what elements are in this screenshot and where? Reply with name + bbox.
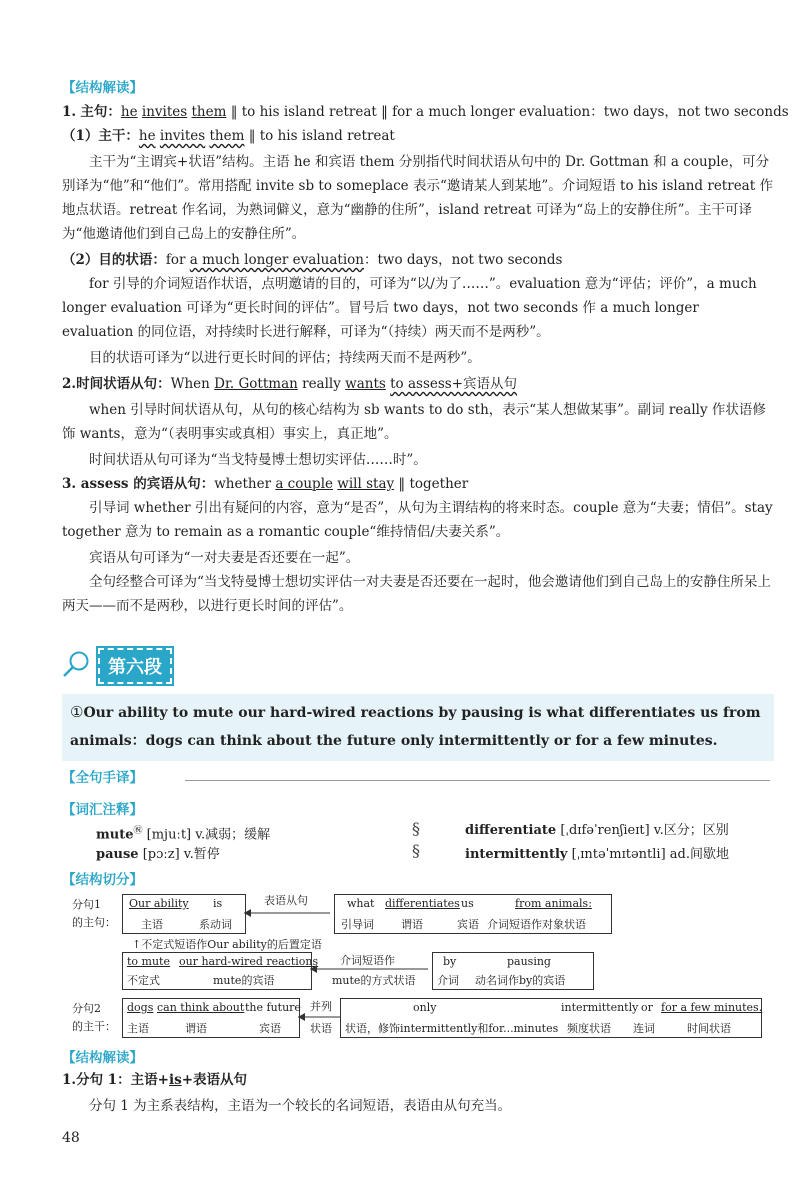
l1-invites: invites (141, 104, 188, 120)
translation-header: 【全句手译】 (62, 770, 143, 786)
para-5: 时间状语从句可译为“当戈特曼博士想切实评估……时”。 (89, 452, 427, 468)
infinitive-box (122, 952, 319, 990)
vocab-mute (96, 820, 270, 846)
vocab-pause (96, 844, 220, 866)
by-box (432, 952, 594, 990)
diff-def: [ˌdɪfəˈrenʃieɪt] v.区分；区别 (560, 823, 729, 838)
differentiates-word: differentiates (385, 897, 460, 910)
pindu-tag: 频度状语 (567, 1022, 611, 1035)
sentence-number: ① (70, 703, 84, 721)
mute-def: [mjuːt] v.减弱；缓解 (146, 827, 271, 843)
l5-whether: whether (214, 476, 276, 492)
mute-mark: ㊗ (133, 826, 143, 836)
para-6: 引导词 whether 引出有疑问的内容，意为“是否”，从句为主谓结构的将来时态。couple 意为“夫妻；情侣”。stay together 意为 to remain as a romantic couple“维持情侣/夫妻关系”。 (62, 500, 773, 540)
l2-invites: invites (159, 128, 206, 144)
from-animals: from animals: (515, 897, 592, 910)
l1-num: 1. (62, 104, 77, 120)
para-7: 宾语从句可译为“一对夫妻是否还要在一起”。 (89, 550, 360, 566)
bottom-l1: 1.分句 1：主语+ (62, 1072, 169, 1088)
clause2-label-a: 分句2 (72, 1002, 101, 1015)
l3-pre: for (165, 252, 190, 268)
l1-label: 主句： (80, 104, 121, 120)
section-title (62, 648, 172, 684)
arrow-pred (244, 908, 334, 918)
subject-box (122, 894, 246, 934)
few-minutes: for a few minutes. (661, 1001, 763, 1014)
l2-label: （1）主干： (62, 128, 139, 144)
l5-stay: will stay (337, 476, 395, 492)
vocab-divider-icon: § § (412, 819, 420, 860)
pausing-word: pausing (507, 955, 551, 968)
subject-tag: 主语 (141, 918, 163, 931)
only-desc: 状语，修饰intermittently和for...minutes (345, 1022, 559, 1035)
clause2-trunk-box (122, 998, 300, 1038)
budingshi-tag: 不定式 (127, 974, 160, 987)
mute-word: mute (96, 827, 134, 843)
mute-manner-tag: mute的方式状语 (332, 974, 416, 987)
purpose-line (62, 248, 774, 272)
para-1: 主干为“主谓宾+状语”结构。主语 he 和宾语 them 分别指代时间状语从句中的 Dr. Gottman 和 a couple，可分别译为“他”和“他们”。常用搭配 invite sb to someplace 表示“邀请某人到某地”。介词短语 to his island retreat 作地点状语。retreat 作名词，为熟词僻义，意为“幽静的住所”，island retreat 可译为“岛上的安静住所”。主干可译为“他邀请他们到自己岛上的安静住所”。 (62, 154, 773, 242)
inter-def: [ˌɪntəˈmɪtəntli] ad.间歇地 (571, 847, 729, 862)
jiezhuang-tag: 介词短语作对象状语 (487, 918, 586, 931)
l1-he: he (120, 104, 138, 120)
what-word: what (347, 897, 375, 910)
gerund-obj-tag: 动名词作by的宾语 (475, 974, 566, 987)
dogs-word: dogs (127, 1001, 154, 1014)
split-header: 【结构切分】 (62, 872, 143, 888)
clause1-label-a: 分句1 (72, 898, 101, 911)
shijian-tag: 时间状语 (687, 1022, 731, 1035)
bottom-para-1: 分句 1 为主系表结构，主语为一个较长的名词短语，表语由从句充当。 (89, 1098, 512, 1114)
zhuangyu-tag: 状语 (310, 1022, 332, 1035)
mute-obj-tag: mute的宾语 (213, 974, 275, 987)
by-word: by (443, 955, 457, 968)
structure-header: 【结构解读】 (62, 80, 143, 96)
jieci-tag: 介词 (437, 974, 459, 987)
sentence-text: Our ability to mute our hard-wired reactions by pausing is what differentiates us from animals：dogs can think about the future only intermittently or for a few minutes. (70, 705, 761, 749)
reactions: our hard-wired reactions (179, 955, 319, 968)
bottom-line-1 (62, 1068, 774, 1092)
para-3: 目的状语可译为“以进行更长时间的评估；持续两天而不是两秒”。 (89, 350, 481, 366)
inter-word: intermittently (465, 847, 568, 862)
diff-word: differentiate (465, 823, 557, 838)
adverbial-box (340, 998, 762, 1038)
postmod-tag: ↑不定式短语作Our ability的后置定语 (132, 938, 322, 951)
l4-wants: wants (345, 376, 386, 392)
l3-rest: ：two days，not two seconds (363, 252, 563, 268)
our-ability: Our ability (129, 897, 189, 910)
is-word: is (213, 897, 223, 910)
or-word: or (641, 1001, 653, 1014)
yindao-tag: 引导词 (341, 918, 374, 931)
l4-really: really (297, 376, 346, 392)
l5-label: 3. assess 的宾语从句： (62, 476, 215, 492)
intermittently-word: intermittently (561, 1001, 639, 1014)
weiyu-tag: 谓语 (401, 918, 423, 931)
only-word: only (413, 1001, 437, 1014)
l4-assess: to assess+宾语从句 (390, 376, 518, 392)
to-mute: to mute (127, 955, 170, 968)
l4-when: When (170, 376, 215, 392)
translation-line (185, 780, 770, 781)
structure-diagram (62, 890, 774, 1040)
subj2-tag: 主语 (127, 1022, 149, 1035)
para-2: for 引导的介词短语作状语，点明邀请的目的，可译为“以/为了……”。evaluation 意为“评估；评价”，a much longer evaluation 可译为“更长时间的评估”。冒号后 two days，not two seconds 作 a much longer evaluation 的同位语，对持续时长进行解释，可译为“（持续）两天而不是两秒”。 (62, 276, 757, 340)
weiyu2-tag: 谓语 (185, 1022, 207, 1035)
prep-as-tag: 介词短语作 (340, 954, 395, 967)
l1-them: them (191, 104, 227, 120)
l5-rest: ‖ together (394, 476, 469, 492)
main-clause-line (62, 100, 789, 124)
l2-he: he (138, 128, 156, 144)
l5-couple: a couple (275, 476, 333, 492)
can-think: can think about (157, 1001, 245, 1014)
l2-them: them (209, 128, 245, 144)
l3-label: （2）目的状语： (62, 252, 166, 268)
binglie-tag: 并列 (310, 1000, 332, 1013)
vocab-differentiate (465, 820, 729, 842)
us-word: us (461, 897, 474, 910)
the-future: the future (245, 1001, 301, 1014)
clause1-label-b: 的主句： (72, 916, 116, 929)
lianci-tag: 连词 (633, 1022, 655, 1035)
l2-rest: ‖ to his island retreat (248, 128, 395, 144)
object-clause-line (62, 472, 774, 496)
time-clause-line (62, 372, 774, 396)
binyu-tag: 宾语 (457, 918, 479, 931)
l1-rest: ‖ to his island retreat ‖ for a much longer evaluation：two days，not two seconds (230, 104, 789, 120)
l4-label: 2.时间状语从句： (62, 376, 171, 392)
pause-def: [pɔːz] v.暂停 (142, 847, 220, 862)
section-title-label: 第六段 (98, 648, 172, 684)
link-verb-tag: 系动词 (199, 918, 232, 931)
vocab-intermittently (465, 844, 729, 866)
para-4: when 引导时间状语从句，从句的核心结构为 sb wants to do sth，表示“某人想做某事”。副词 really 作状语修饰 wants，意为“（表明事实或真相）事实上，真正地”。 (62, 402, 766, 442)
vocab-header: 【词汇注释】 (62, 802, 143, 818)
pred-clause-tag: 表语从句 (264, 894, 308, 907)
l3-wv: a much longer evaluation (189, 252, 364, 268)
l4-dr: Dr. Gottman (214, 376, 298, 392)
pred-clause-box (334, 894, 612, 934)
binyu2-tag: 宾语 (259, 1022, 281, 1035)
clause2-label-b: 的主干： (72, 1020, 116, 1033)
section-sentence (62, 694, 774, 761)
bottom-l1-rest: +表语从句 (181, 1072, 248, 1088)
trunk-line (62, 124, 774, 148)
para-8: 全句经整合可译为“当戈特曼博士想切实评估一对夫妻是否还要在一起时，他会邀请他们到自己岛上的安静住所呆上两天——而不是两秒，以进行更长时间的评估”。 (62, 574, 771, 614)
bottom-structure-header: 【结构解读】 (62, 1050, 143, 1066)
magnifier-icon (62, 650, 92, 682)
pause-word: pause (96, 847, 139, 862)
bottom-l1-is: is (169, 1072, 182, 1088)
page-number: 48 (62, 1130, 80, 1146)
